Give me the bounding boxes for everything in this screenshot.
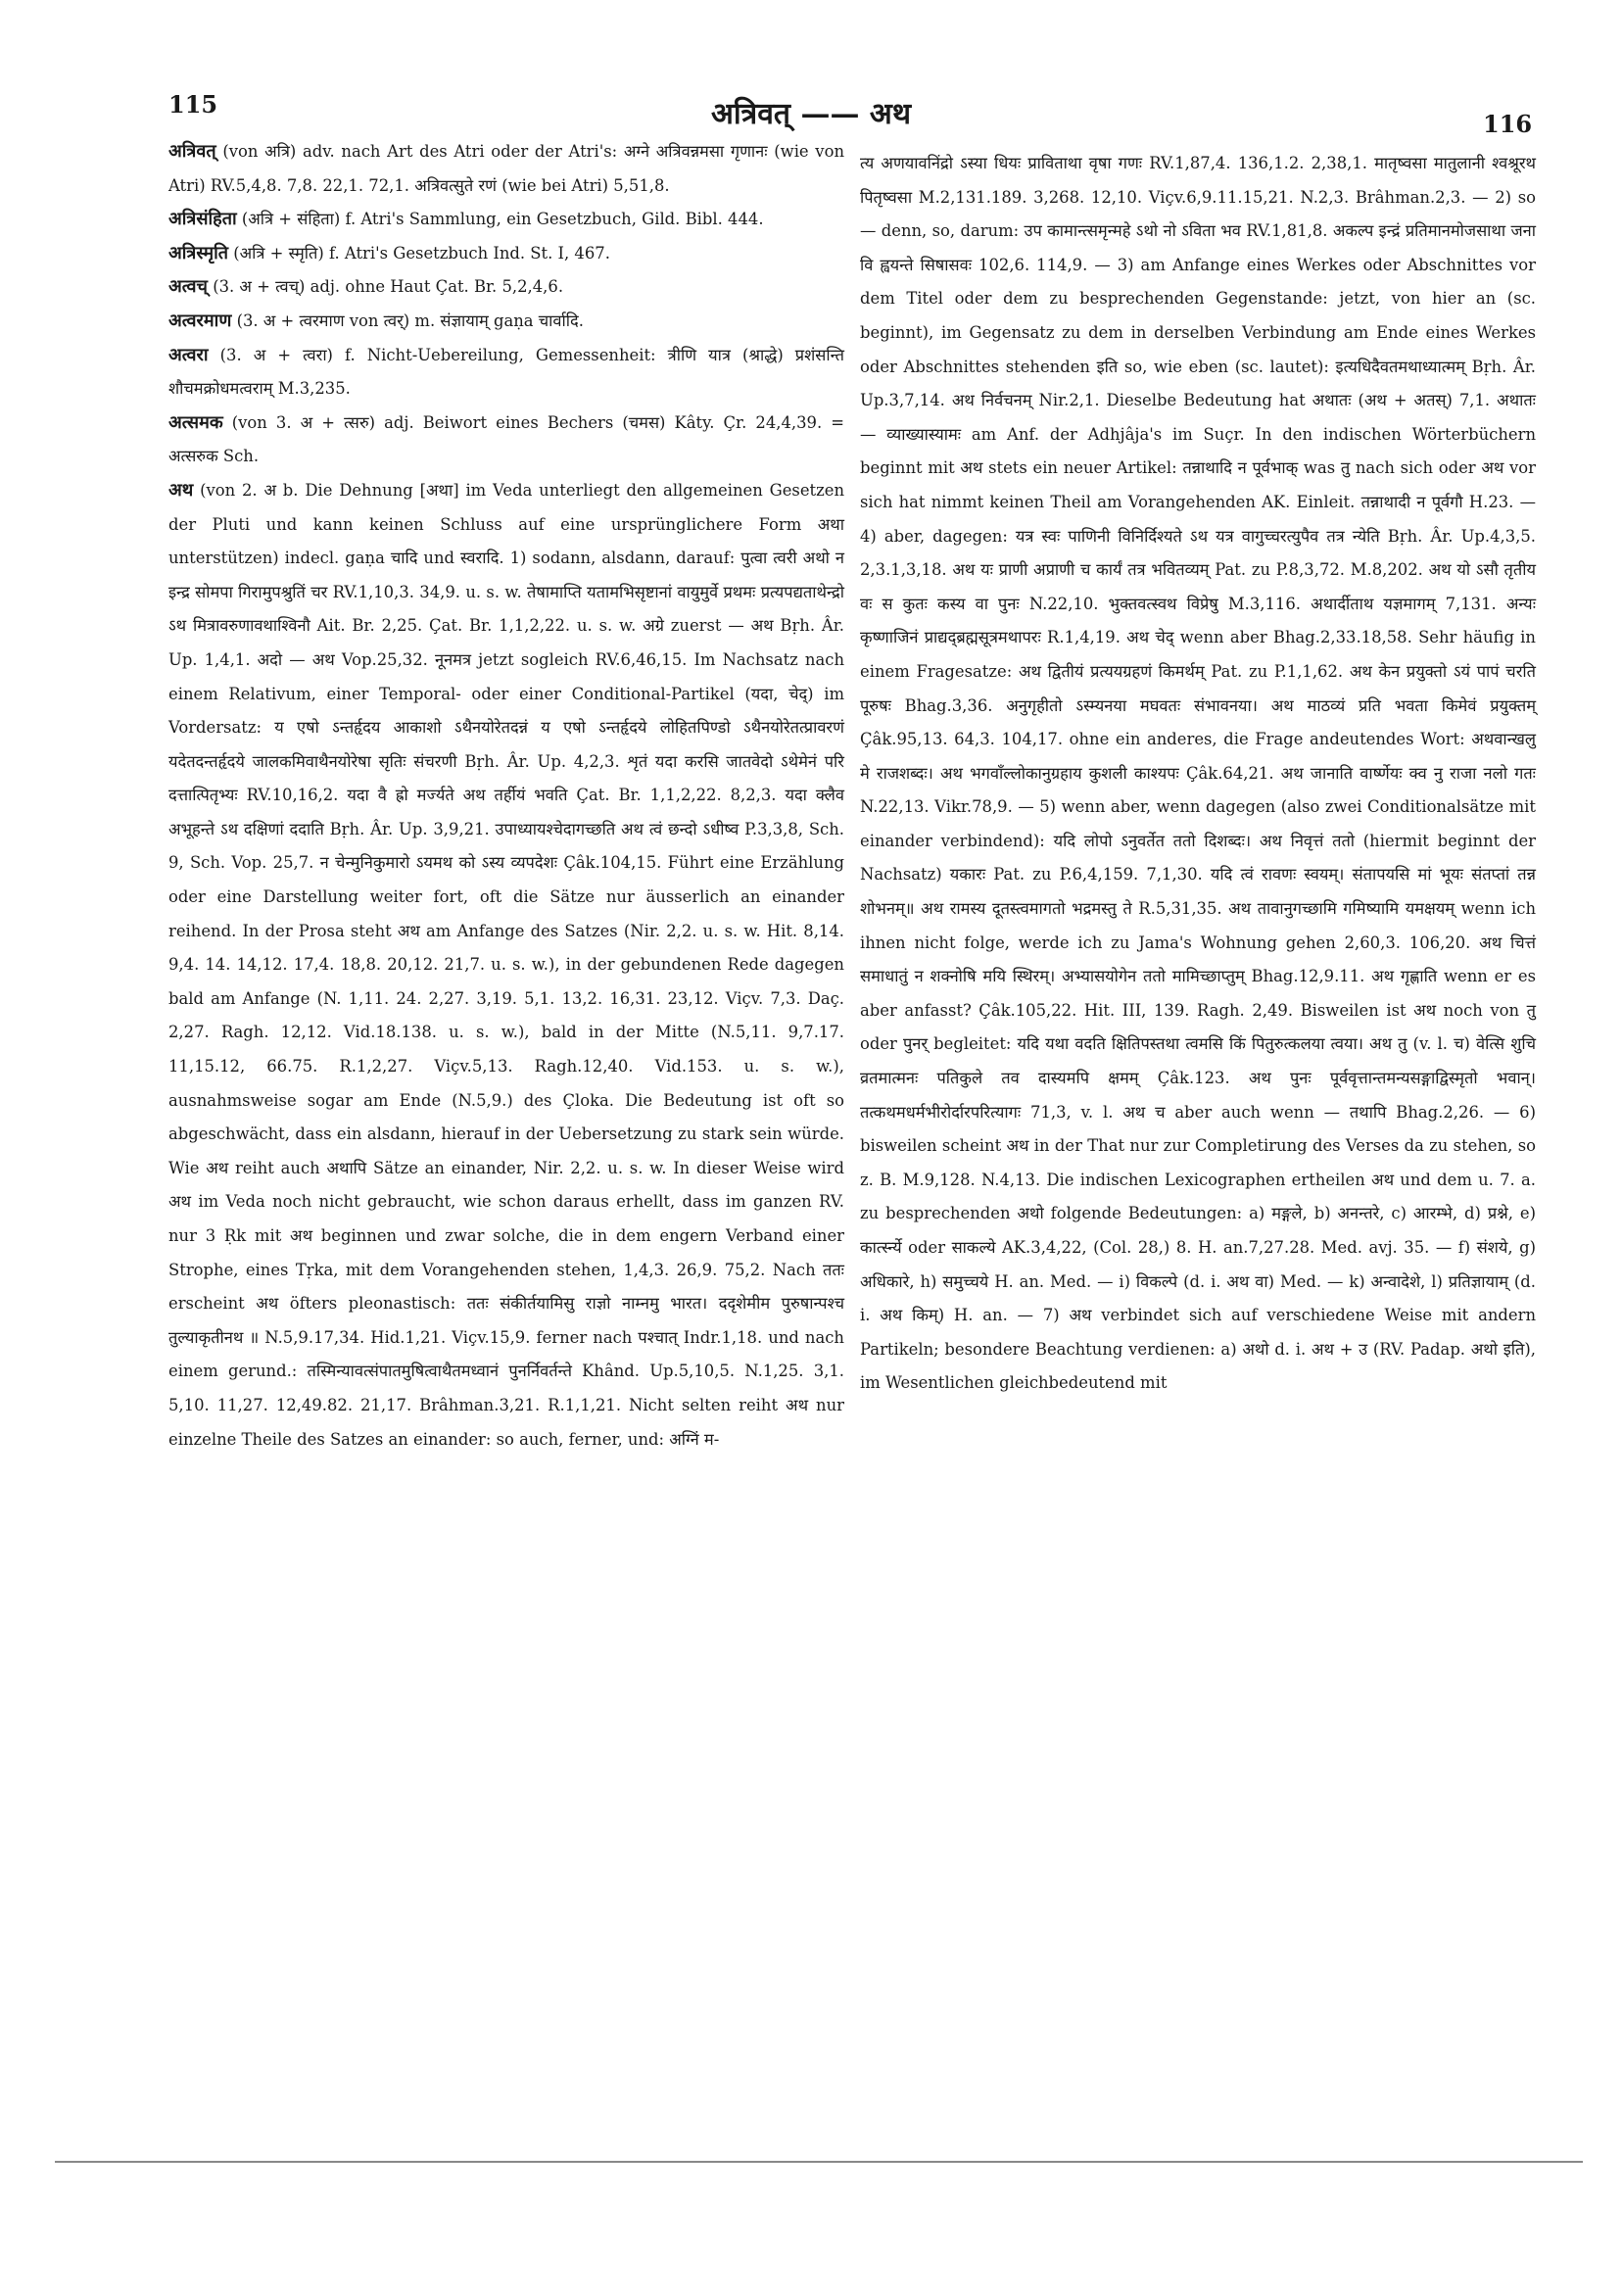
page-number-right: 116 (1483, 110, 1533, 138)
entry-body: (3. अ + त्वच्) adj. ohne Haut Çat. Br. 5,2,4,6. (213, 277, 564, 297)
footer-rule (55, 2161, 1583, 2163)
running-head: अत्रिवत् —— अथ (710, 97, 911, 131)
entry-body: (von 2. अ b. Die Dehnung [अथा] im Veda unterliegt den allgemeinen Gesetzen der Pluti und kann keinen Schluss auf eine ursprünglichere Form अथा unterstützen) indecl. gaṇa चादि und स्वरादि. 1) sodann, alsdann, darauf: पुत्वा त्वरी अथो न इन्द्र सोमपा गिरामुपश्रुतिं चर RV.1,10,3. 34,9. u. s. w. तेषामाप्ति यतामभिसृष्टानां वायुमुर्वे प्रथमः प्रत्यपद्यताथेन्द्रो ऽथ मित्रावरुणावथाश्विनौ Ait. Br. 2,25. Çat. Br. 1,1,2,22. u. s. w. अग्रे zuerst — अथ Bṛh. Âr. Up. 1,4,1. अदो — अथ Vop.25,32. नूनमत्र jetzt sogleich RV.6,46,15. Im Nachsatz nach einem Relativum, einer Temporal- oder einer Conditional-Partikel (यदा, चेद्) im Vordersatz: य एषो ऽन्तर्हृदय आकाशो ऽथैनयोरेतदन्नं य एषो ऽन्तर्हृदये लोहितपिण्डो ऽथैनयोरेतत्प्रावरणं यदेतदन्तर्हृदये जालकमिवाथैनयोरेषा सृतिः संचरणी Bṛh. Âr. Up. 4,2,3. शृतं यदा करसि जातवेदो ऽथेमेनं परि दत्तात्पितृभ्यः RV.10,16,2. यदा वै ह्रो मर्ज्यते अथ तर्हीयं भवति Çat. Br. 1,1,2,22. 8,2,3. यदा क्लैव अभूहन्ते ऽथ दक्षिणां ददाति Bṛh. Âr. Up. 3,9,21. उपाध्यायश्चेदागच्छति अथ त्वं छन्दो ऽधीष्व P.3,3,8, Sch. 9, Sch. Vop. 25,7. न चेन्मुनिकुमारो ऽयमथ को ऽस्य व्यपदेशः Çâk.104,15. Führt eine Erzählung oder eine Darstellung weiter fort, oft die Sätze nur äusserlich an einander reihend. In der Prosa steht अथ am Anfange des Satzes (Nir. 2,2. u. s. w. Hit. 8,14. 9,4. 14. 14,12. 17,4. 18,8. 20,12. 21,7. u. s. w.), in der gebundenen Rede dagegen bald am Anfange (N. 1,11. 24. 2,27. 3,19. 5,1. 13,2. 16,31. 23,12. Viçv. 7,3. Daç. 2,27. Ragh. 12,12. Vid.18.138. u. s. w.), bald in der Mitte (N.5,11. 9,7.17. 11,15.12, 66.75. R.1,2,27. Viçv.5,13. Ragh.12,40. Vid.153. u. s. w.), ausnahmsweise sogar am Ende (N.5,9.) des Çloka. Die Bedeutung ist oft so abgeschwächt, dass ein alsdann, hierauf in der Uebersetzung zu stark sein würde. Wie अथ reiht auch अथापि Sätze an einander, Nir. 2,2. u. s. w. In dieser Weise wird अथ im Veda noch nicht gebraucht, wie schon daraus erhellt, dass im ganzen RV. nur 3 Ṛk mit अथ beginnen und zwar solche, die in dem engern Verband einer Strophe, eines Tṛka, mit dem Vorangehenden stehen, 1,4,3. 26,9. 75,2. Nach ततः erscheint अथ öfters pleonastisch: ततः संकीर्तयामिसु राज्ञो नाम्नमु भारत। ददृशेमीम पुरुषान्पश्च तुल्याकृतीनथ ॥ N.5,9.17,34. Hid.1,21. Viçv.15,9. ferner nach पश्चात् Indr.1,18. und nach einem gerund.: तस्मिन्यावत्संपातमुषित्वाथैतमध्वानं पुनर्निवर्तन्ते Khând. Up.5,10,5. N.1,25. 3,1. 5,10. 11,27. 12,49.82. 21,17. Brâhman.3,21. R.1,1,21. Nicht selten reiht अथ nur einzelne Theile des Satzes an einander: so auch, ferner, und: अग्निं म- (168, 480, 844, 1449)
entry-headword: अत्वच् (168, 276, 208, 298)
page-number-left: 115 (168, 90, 218, 119)
dictionary-entry (168, 237, 844, 271)
entry-headword: अत्रिस्मृति (168, 242, 229, 263)
dictionary-entry (168, 135, 844, 203)
entry-body: (von अत्रि) adv. nach Art des Atri oder der Atri's: अग्ने अत्रिवन्नमसा गृणानः (wie von Atri) RV.5,4,8. 7,8. 22,1. 72,1. अत्रिवत्सुते रणं (wie bei Atri) 5,51,8. (168, 142, 844, 195)
dictionary-entry (168, 203, 844, 237)
entry-headword: अत्रिसंहिता (168, 209, 237, 230)
entry-body: (von 3. अ + त्सरु) adj. Beiwort eines Bechers (चमस) Kâty. Çr. 24,4,39. = अत्सरुक Sch. (168, 412, 844, 466)
entry-headword: अत्वरमाण (168, 310, 232, 331)
entry-body: (अत्रि + संहिता) f. Atri's Sammlung, ein Gesetzbuch, Gild. Bibl. 444. (241, 210, 764, 229)
entry-headword: अथ (168, 479, 194, 501)
entry-body: (3. अ + त्वरमाण von त्वर्) m. संज्ञायाम् gaṇa चार्वादि. (236, 311, 584, 330)
entry-headword: अत्समक (168, 411, 223, 433)
left-column (168, 135, 844, 1457)
dictionary-entry (168, 270, 844, 305)
dictionary-entry (168, 407, 844, 474)
dictionary-entry (168, 474, 844, 1457)
entry-body: (3. अ + त्वरा) f. Nicht-Uebereilung, Gemessenheit: त्रीणि यात्र (श्राद्धे) प्रशंसन्ति शौचमक्रोधमत्वराम् M.3,235. (168, 345, 844, 399)
dictionary-entry (168, 339, 844, 407)
entry-body: (अत्रि + स्मृति) f. Atri's Gesetzbuch Ind. St. I, 467. (233, 243, 610, 263)
entry-headword: अत्वरा (168, 344, 209, 365)
entry-headword: अत्रिवत् (168, 141, 216, 162)
entry-continuation: त्य अणयावनिंद्रो ऽस्या धियः प्राविताथा वृषा गणः RV.1,87,4. 136,1.2. 2,38,1. मातृष्वसा मातुलानी श्वश्रूरथ पितृष्वसा M.2,131.189. 3,268. 12,10. Viçv.6,9.11.15,21. N.2,3. Brâhman.2,3. — 2) so — denn, so, darum: उप कामान्त्समृन्महे ऽथो नो ऽविता भव RV.1,81,8. अकल्प इन्द्रं प्रतिमानमोजसाथा जना वि ह्वयन्ते सिषासवः 102,6. 114,9. — 3) am Anfange eines Werkes oder Abschnittes vor dem Titel oder dem zu besprechenden Gegenstande: jetzt, von hier an (sc. beginnt), im Gegensatz zu dem in derselben Verbindung am Ende eines Werkes oder Abschnittes stehenden इति so, wie eben (sc. lautet): इत्यधिदैवतमथाध्यात्मम् Bṛh. Âr. Up.3,7,14. अथ निर्वचनम् Nir.2,1. Dieselbe Bedeutung hat अथातः (अथ + अतस्) 7,1. अथातः — व्याख्यास्यामः am Anf. der Adhjâja's im Suçr. In den indischen Wörterbüchern beginnt mit अथ stets ein neuer Artikel: तन्नाथादि न पूर्वभाक् was तु nach sich oder अथ vor sich hat nimmt keinen Theil am Vorangehenden AK. Einleit. तन्नाथादी न पूर्वगौ H.23. — 4) aber, dagegen: यत्र स्वः पाणिनी विनिर्दिश्यते ऽथ यत्र वागुच्चरत्युपैव तत्र न्येति Bṛh. Âr. Up.4,3,5. 2,3.1,3,18. अथ यः प्राणी अप्राणी च कार्यं तत्र भवितव्यम् Pat. zu P.8,3,72. M.8,202. अथ यो ऽसौ तृतीय वः स कुतः कस्य वा पुनः N.22,10. भुक्तवत्स्वथ विप्रेषु M.3,116. अथार्दीताथ यज्ञमागम् 7,131. अन्यः कृष्णाजिनं प्राद्यद्ब्रह्मसूत्रमथापरः R.1,4,19. अथ चेद् wenn aber Bhag.2,33.18,58. Sehr häufig in einem Fragesatze: अथ द्वितीयं प्रत्ययग्रहणं किमर्थम् Pat. zu P.1,1,62. अथ केन प्रयुक्तो ऽयं पापं चरति पूरुषः Bhag.3,36. अनुगृहीतो ऽस्म्यनया मघवतः संभावनया। अथ माठव्यं प्रति भवता किमेवं प्रयुक्तम् Çâk.95,13. 64,3. 104,17. ohne ein anderes, die Frage andeutendes Wort: अथवान्खलु मे राजशब्दः। अथ भगवाँल्लोकानुग्रहाय कुशली काश्यपः Çâk.64,21. अथ जानाति वार्ष्णेयः क्व नु राजा नलो गतः N.22,13. Vikr.78,9. — 5) wenn aber, wenn dagegen (also zwei Conditionalsätze mit einander verbindend): यदि लोपो ऽनुवर्तेत ततो दिशब्दः। अथ निवृत्तं ततो (hiermit beginnt der Nachsatz) यकारः Pat. zu P.6,4,159. 7,1,30. यदि त्वं रावणः स्वयम्। संतापयसि मां भूयः संतप्तां तन्न शोभनम्॥ अथ रामस्य दूतस्त्वमागतो भद्रमस्तु ते R.5,31,35. अथ तावानुगच्छामि गमिष्यामि यमक्षयम् wenn ich ihnen nicht folge, werde ich zu Jama's Wohnung gehen 2,60,3. 106,20. अथ चित्तं समाधातुं न शक्नोषि मयि स्थिरम्। अभ्यासयोगेन ततो मामिच्छाप्तुम् Bhag.12,9.11. अथ गृह्णाति wenn er es aber anfasst? Çâk.105,22. Hit. III, 139. Ragh. 2,49. Bisweilen ist अथ noch von तु oder पुनर् begleitet: यदि यथा वदति क्षितिपस्तथा त्वमसि किं पितुरुत्कलया त्वया। अथ तु (v. l. च) वेत्सि शुचि व्रतमात्मनः पतिकुले तव दास्यमपि क्षमम् Çâk.123. अथ पुनः पूर्ववृत्तान्तमन्यसङ्गाद्विस्मृतो भवान्। तत्कथमधर्मभीरोर्दारपरित्यागः 71,3, v. l. अथ च aber auch wenn — तथापि Bhag.2,26. — 6) bisweilen scheint अथ in der That nur zur Completirung des Verses da zu stehen, so z. B. M.9,128. N.4,13. Die indischen Lexicographen ertheilen अथ und dem u. 7. a. zu besprechenden अथो folgende Bedeutungen: a) मङ्गले, b) अनन्तरे, c) आरम्भे, d) प्रश्ने, e) कार्त्स्न्ये oder साकल्ये AK.3,4,22, (Col. 28,) 8. H. an.7,27.28. Med. avj. 35. — f) संशये, g) अधिकारे, h) समुच्चये H. an. Med. — i) विकल्पे (d. i. अथ वा) Med. — k) अन्वादेशे, l) प्रतिज्ञायाम् (d. i. अथ किम्) H. an. — 7) अथ verbindet sich auf verschiedene Weise mit andern Partikeln; besondere Beachtung verdienen: a) अथो d. i. अथ + उ (RV. Padap. अथो इति), im Wesentlichen gleichbedeutend mit (860, 154, 1536, 1393)
dictionary-entry (168, 305, 844, 339)
right-column (860, 147, 1536, 1401)
